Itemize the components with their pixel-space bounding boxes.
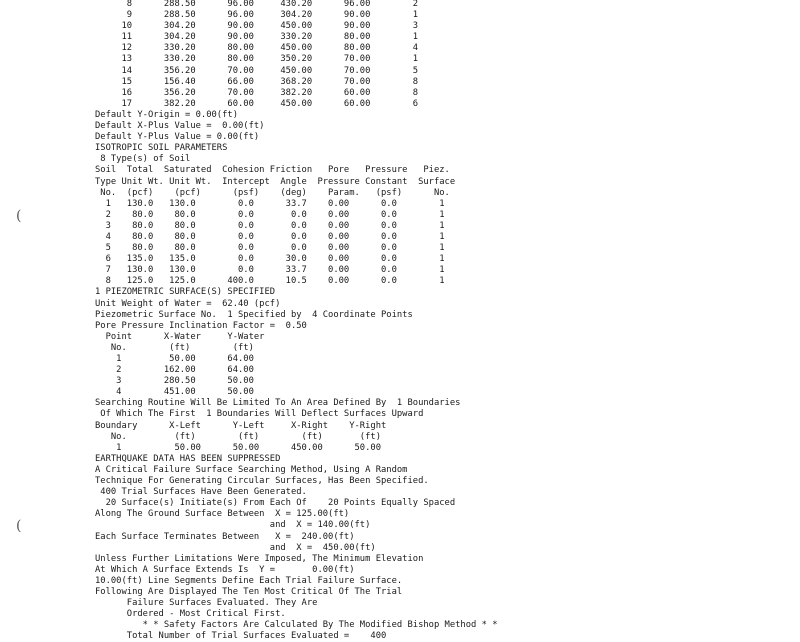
safety-factor-method-text: * * Safety Factors Are Calculated By The Modified Bishop Method * * xyxy=(95,620,498,631)
scan-artifact-mark: ( xyxy=(16,208,22,224)
default-y-plus: Default Y-Plus Value = 0.00(ft) xyxy=(95,132,260,143)
ground-surface-range: Along The Ground Surface Between X = 125.00(ft) xyxy=(95,509,350,520)
critical-surfaces-text: Following Are Displayed The Ten Most Critical Of The Trial xyxy=(95,586,403,597)
search-method-text: A Critical Failure Surface Searching Method, Using A Random xyxy=(95,464,408,475)
total-trial-surfaces-text: Total Number of Trial Surfaces Evaluated = 400 xyxy=(95,631,387,642)
scan-artifact-mark: ( xyxy=(16,518,22,534)
search-method-text: Technique For Generating Circular Surfaces, Has Been Specified. xyxy=(95,476,429,487)
soil-table-row: 7 130.0 130.0 0.0 33.7 0.00 0.0 1 xyxy=(95,265,445,276)
search-limit-note: Of Which The First 1 Boundaries Will Deflect Surfaces Upward xyxy=(95,409,424,420)
water-table-row: 3 280.50 50.00 xyxy=(95,376,254,387)
critical-surfaces-text: Failure Surfaces Evaluated. They Are xyxy=(95,598,318,609)
soil-table-row: 6 135.0 135.0 0.0 30.0 0.00 0.0 1 xyxy=(95,254,445,265)
search-boundary-row: 1 50.00 50.00 450.00 50.00 xyxy=(95,442,381,453)
ground-surface-range: and X = 140.00(ft) xyxy=(95,520,371,531)
water-table-header: Point X-Water Y-Water xyxy=(95,331,265,342)
soil-table-row: 4 80.0 80.0 0.0 0.0 0.00 0.0 1 xyxy=(95,231,445,242)
line-segments-text: 10.00(ft) Line Segments Define Each Trial Failure Surface. xyxy=(95,575,403,586)
soil-table-row: 1 130.0 130.0 0.0 33.7 0.00 0.0 1 xyxy=(95,198,445,209)
boundary-row-10: 10 304.20 90.00 450.00 90.00 3 xyxy=(95,21,419,32)
boundary-row-14: 14 356.20 70.00 450.00 70.00 5 xyxy=(95,65,419,76)
boundary-row-13: 13 330.20 80.00 350.20 70.00 1 xyxy=(95,54,419,65)
soil-parameters-heading: ISOTROPIC SOIL PARAMETERS xyxy=(95,143,228,154)
minimum-elevation-text: At Which A Surface Extends Is Y = 0.00(ft) xyxy=(95,564,355,575)
boundary-row-11: 11 304.20 90.00 330.20 80.00 1 xyxy=(95,32,419,43)
default-x-plus: Default X-Plus Value = 0.00(ft) xyxy=(95,121,265,132)
limitations-text: Unless Further Limitations Were Imposed, The Minimum Elevation xyxy=(95,553,424,564)
water-table-row: 4 451.00 50.00 xyxy=(95,387,254,398)
soil-type-count: 8 Type(s) of Soil xyxy=(95,154,191,165)
soil-table-header: Soil Total Saturated Cohesion Friction Pore Pressure Piez. xyxy=(95,165,450,176)
boundary-row-15: 15 156.40 66.00 368.20 70.00 8 xyxy=(95,76,419,87)
piezometric-heading: 1 PIEZOMETRIC SURFACE(S) SPECIFIED xyxy=(95,287,276,298)
critical-surfaces-text: Ordered - Most Critical First. xyxy=(95,609,286,620)
soil-table-row: 3 80.0 80.0 0.0 0.0 0.00 0.0 1 xyxy=(95,220,445,231)
surface-termination-range: Each Surface Terminates Between X = 240.00(ft) xyxy=(95,531,355,542)
surface-termination-range: and X = 450.00(ft) xyxy=(95,542,376,553)
water-table-row: 1 50.00 64.00 xyxy=(95,354,254,364)
unit-weight-water: Unit Weight of Water = 62.40 (pcf) xyxy=(95,298,281,309)
water-table-row: 2 162.00 64.00 xyxy=(95,365,254,376)
document-text xyxy=(95,0,785,642)
default-y-origin: Default Y-Origin = 0.00(ft) xyxy=(95,109,238,120)
soil-table-header: No. (pcf) (pcf) (psf) (deg) Param. (psf) No. xyxy=(95,187,450,198)
soil-table-header: Type Unit Wt. Unit Wt. Intercept Angle Pressure Constant Surface xyxy=(95,176,456,187)
boundary-row-17: 17 382.20 60.00 450.00 60.00 6 xyxy=(95,98,419,109)
trial-surfaces-text: 400 Trial Surfaces Have Been Generated. xyxy=(95,487,307,498)
boundary-row-16: 16 356.20 70.00 382.20 60.00 8 xyxy=(95,87,419,98)
boundary-row-9: 9 288.50 96.00 304.20 90.00 1 xyxy=(95,10,419,21)
search-boundary-header: Boundary X-Left Y-Left X-Right Y-Right xyxy=(95,420,387,431)
soil-table-row: 2 80.0 80.0 0.0 0.0 0.00 0.0 1 xyxy=(95,209,445,220)
search-boundary-header: No. (ft) (ft) (ft) (ft) xyxy=(95,431,381,442)
water-table-header: No. (ft) (ft) xyxy=(95,342,254,353)
earthquake-note: EARTHQUAKE DATA HAS BEEN SUPPRESSED xyxy=(95,453,281,464)
piezometric-surface-spec: Piezometric Surface No. 1 Specified by 4 Coordinate Points xyxy=(95,309,413,320)
surface-initiation-text: 20 Surface(s) Initiate(s) From Each Of 20 Points Equally Spaced xyxy=(95,498,456,509)
boundary-row-8: 8 288.50 96.00 430.20 96.00 2 xyxy=(95,0,419,9)
soil-table-row: 5 80.0 80.0 0.0 0.0 0.00 0.0 1 xyxy=(95,243,445,254)
boundary-row-12: 12 330.20 80.00 450.00 80.00 4 xyxy=(95,43,419,54)
pore-pressure-factor: Pore Pressure Inclination Factor = 0.50 xyxy=(95,320,307,331)
search-limit-note: Searching Routine Will Be Limited To An Area Defined By 1 Boundaries xyxy=(95,398,461,409)
soil-table-row: 8 125.0 125.0 400.0 10.5 0.00 0.0 1 xyxy=(95,276,445,287)
